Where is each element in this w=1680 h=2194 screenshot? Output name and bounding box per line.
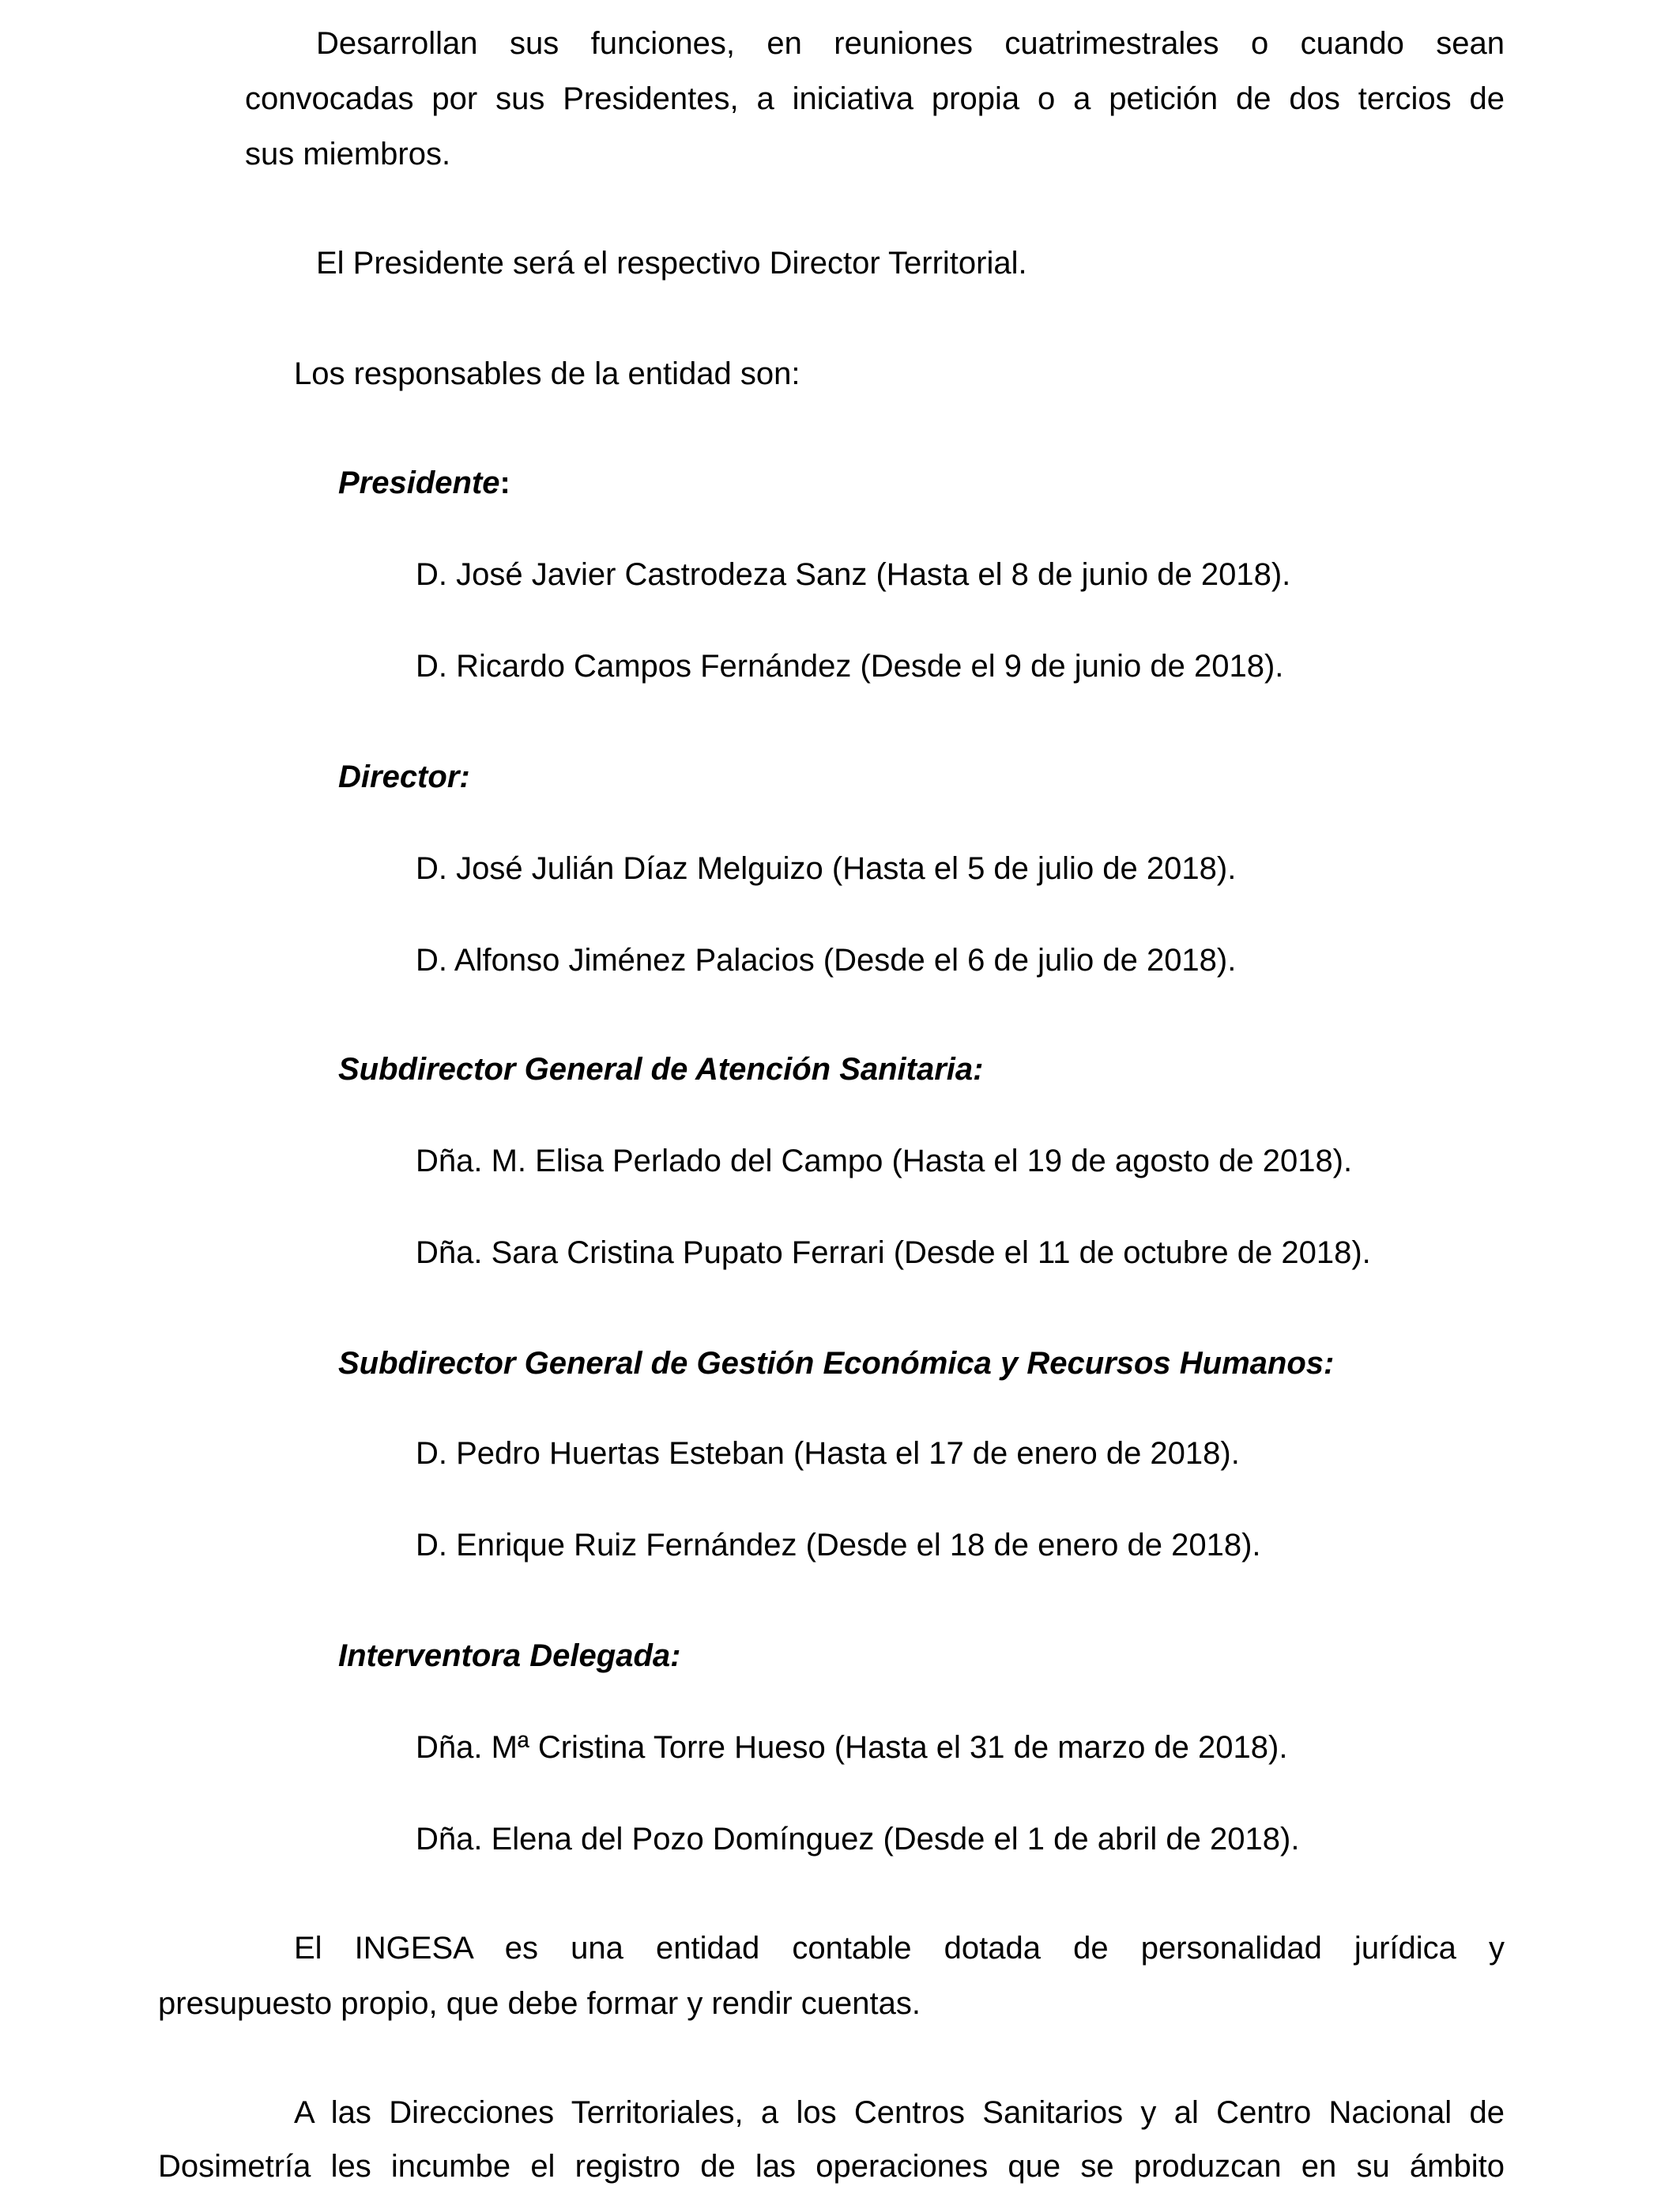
ingesa-paragraph-first-line [158, 1921, 1505, 1976]
responsables-intro: Los responsables de la entidad son: [294, 356, 800, 391]
subdirector-atencion-entry-2: Dña. Sara Cristina Pupato Ferrari (Desde el 11 de octubre de 2018). [416, 1235, 1371, 1270]
presidente-entry-1: D. José Javier Castrodeza Sanz (Hasta el 8 de junio de 2018). [416, 557, 1291, 592]
intro-paragraph-first-line [245, 16, 1505, 71]
president-note: El Presidente será el respectivo Director Territorial. [316, 246, 1027, 281]
director-entry-2: D. Alfonso Jiménez Palacios (Desde el 6 de julio de 2018). [416, 943, 1237, 978]
intro-line-1: Desarrollan sus funciones, en reuniones cuatrimestrales o cuando sean [316, 26, 1505, 61]
presidente-entry-2: D. Ricardo Campos Fernández (Desde el 9 de junio de 2018). [416, 649, 1284, 684]
heading-subdirector-gestion: Subdirector General de Gestión Económica y Recursos Humanos: [338, 1346, 1335, 1381]
ingesa-line-2: presupuesto propio, que debe formar y rendir cuentas. [158, 1986, 921, 2021]
subdirector-atencion-entry-1: Dña. M. Elisa Perlado del Campo (Hasta el 19 de agosto de 2018). [416, 1144, 1353, 1178]
director-entry-1: D. José Julián Díaz Melguizo (Hasta el 5 de julio de 2018). [416, 851, 1237, 886]
heading-presidente [338, 455, 510, 511]
subdirector-gestion-entry-1: D. Pedro Huertas Esteban (Hasta el 17 de enero de 2018). [416, 1436, 1240, 1471]
intro-line-2: convocadas por sus Presidentes, a iniciativa propia o a petición de dos tercios de [245, 81, 1505, 116]
ingesa-line-1: El INGESA es una entidad contable dotada de personalidad jurídica y [294, 1931, 1505, 1966]
interventora-entry-1: Dña. Mª Cristina Torre Hueso (Hasta el 31 de marzo de 2018). [416, 1730, 1288, 1765]
intro-line-3: sus miembros. [245, 137, 451, 172]
subdirector-gestion-entry-2: D. Enrique Ruiz Fernández (Desde el 18 de enero de 2018). [416, 1528, 1261, 1563]
heading-interventora: Interventora Delegada: [338, 1638, 681, 1673]
direcciones-line-1: A las Direcciones Territoriales, a los Centros Sanitarios y al Centro Nacional de [294, 2095, 1505, 2130]
heading-director: Director: [338, 760, 470, 794]
heading-presidente-colon: : [499, 466, 510, 500]
direcciones-paragraph-second-line [158, 2139, 1505, 2194]
heading-presidente-title: Presidente [338, 466, 500, 500]
heading-subdirector-atencion: Subdirector General de Atención Sanitaria: [338, 1052, 984, 1087]
intro-paragraph-second-line [245, 71, 1505, 126]
direcciones-paragraph-first-line [158, 2085, 1505, 2140]
interventora-entry-2: Dña. Elena del Pozo Domínguez (Desde el 1 de abril de 2018). [416, 1822, 1300, 1857]
direcciones-line-2: Dosimetría les incumbe el registro de las operaciones que se produzcan en su ámbito [158, 2149, 1505, 2184]
